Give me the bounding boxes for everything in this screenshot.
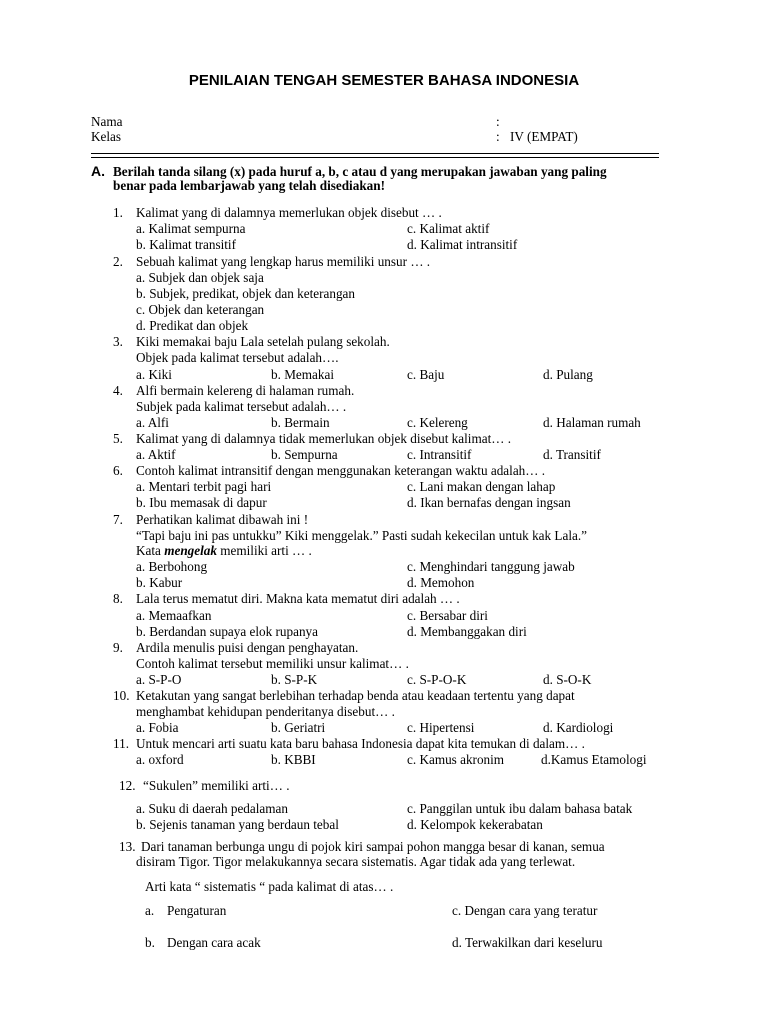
question-text: Lala terus mematut diri. Makna kata mematut diri adalah … . <box>136 591 460 606</box>
kelas-colon: : <box>496 129 500 144</box>
kelas-label: Kelas <box>91 129 122 144</box>
question-text: Ketakutan yang sangat berlebihan terhadap benda atau keadaan tertentu yang dapat <box>136 688 575 703</box>
option-d: d. Transitif <box>543 447 601 462</box>
question-quote: “Tapi baju ini pas untukku” Kiki menggelak.” Pasti sudah kekecilan untuk kak Lala.” <box>136 528 587 543</box>
option-a: a. S-P-O <box>136 672 182 687</box>
question-number: 11. <box>113 736 129 751</box>
option-c: c. Intransitif <box>407 447 472 462</box>
option-b: b. Sempurna <box>271 447 338 462</box>
question-text-line-2: Contoh kalimat tersebut memiliki unsur kalimat… . <box>136 656 409 671</box>
option-b: b. Kalimat transitif <box>136 237 236 252</box>
option-a: a. Memaafkan <box>136 608 212 623</box>
option-b: b. Bermain <box>271 415 330 430</box>
option-c: c. Bersabar diri <box>407 608 488 623</box>
header-divider-thick <box>91 153 659 154</box>
question-number: 5. <box>113 431 123 446</box>
option-b-letter: b. <box>145 935 155 950</box>
option-a: a. Alfi <box>136 415 169 430</box>
option-d: d.Kamus Etamologi <box>541 752 647 767</box>
question-text-prefix: Kata <box>136 543 165 558</box>
option-b: Dengan cara acak <box>167 935 261 950</box>
question-text: Kiki memakai baju Lala setelah pulang sekolah. <box>136 334 390 349</box>
option-b: b. Subjek, predikat, objek dan keterangan <box>136 286 355 301</box>
question-text-line-2: Subjek pada kalimat tersebut adalah… . <box>136 399 347 414</box>
option-d: d. Kalimat intransitif <box>407 237 518 252</box>
nama-colon: : <box>496 114 500 129</box>
option-c: c. Menghindari tanggung jawab <box>407 559 575 574</box>
option-b: b. KBBI <box>271 752 316 767</box>
highlighted-word: mengelak <box>164 543 217 558</box>
question-text-line-2: Objek pada kalimat tersebut adalah…. <box>136 350 339 365</box>
option-d: d. Terwakilkan dari keseluru <box>452 935 603 950</box>
question-text-suffix: memiliki arti … . <box>216 543 312 558</box>
option-c: c. Baju <box>407 367 445 382</box>
nama-label: Nama <box>91 114 123 129</box>
option-d: d. Kelompok kekerabatan <box>407 817 543 832</box>
page-title: PENILAIAN TENGAH SEMESTER BAHASA INDONESIA <box>188 72 580 89</box>
option-a: Pengaturan <box>167 903 227 918</box>
question-number: 10. <box>113 688 130 703</box>
option-a: a. Kalimat sempurna <box>136 221 246 236</box>
option-b: b. Ibu memasak di dapur <box>136 495 267 510</box>
question-text: Untuk mencari arti suatu kata baru bahasa Indonesia dapat kita temukan di dalam… . <box>136 736 585 751</box>
question-text: Perhatikan kalimat dibawah ini ! <box>136 512 309 527</box>
option-a: a. Fobia <box>136 720 179 735</box>
section-instruction-line-2: benar pada lembarjawab yang telah disediakan! <box>113 178 385 193</box>
question-text: Sebuah kalimat yang lengkap harus memiliki unsur … . <box>136 254 431 269</box>
option-c: c. S-P-O-K <box>407 672 467 687</box>
question-text-line-3 <box>136 543 312 559</box>
header-divider-thin <box>91 157 659 158</box>
option-a: a. Aktif <box>136 447 176 462</box>
option-d: d. Halaman rumah <box>543 415 641 430</box>
question-text: Alfi bermain kelereng di halaman rumah. <box>136 383 355 398</box>
option-a: a. Subjek dan objek saja <box>136 270 264 285</box>
question-number: 13. <box>119 839 136 854</box>
option-a: a. Suku di daerah pedalaman <box>136 801 288 816</box>
option-c: c. Lani makan dengan lahap <box>407 479 556 494</box>
question-text-line-2: menghambat kehidupan penderitanya disebut… . <box>136 704 395 719</box>
question-number: 9. <box>113 640 123 655</box>
question-number: 8. <box>113 591 123 606</box>
option-d: d. Membanggakan diri <box>407 624 527 639</box>
question-number: 6. <box>113 463 123 478</box>
option-d: d. S-O-K <box>543 672 592 687</box>
question-number: 1. <box>113 205 123 220</box>
option-a-letter: a. <box>145 903 155 918</box>
option-a: a. Mentari terbit pagi hari <box>136 479 272 494</box>
option-c: c. Panggilan untuk ibu dalam bahasa batak <box>407 801 633 816</box>
question-number: 3. <box>113 334 123 349</box>
option-a: a. Kiki <box>136 367 172 382</box>
section-instruction-line-1: Berilah tanda silang (x) pada huruf a, b, c atau d yang merupakan jawaban yang paling <box>113 164 607 179</box>
question-text: “Sukulen” memiliki arti… . <box>143 778 290 793</box>
question-text: Kalimat yang di dalamnya tidak memerlukan objek disebut kalimat… . <box>136 431 512 446</box>
option-d: d. Kardiologi <box>543 720 614 735</box>
kelas-value: IV (EMPAT) <box>510 129 578 144</box>
option-c: c. Dengan cara yang teratur <box>452 903 598 918</box>
question-text: Ardila menulis puisi dengan penghayatan. <box>136 640 359 655</box>
option-c: c. Kelereng <box>407 415 468 430</box>
question-text: Kalimat yang di dalamnya memerlukan objek disebut … . <box>136 205 442 220</box>
option-a: a. oxford <box>136 752 184 767</box>
option-b: b. S-P-K <box>271 672 318 687</box>
option-c: c. Kamus akronim <box>407 752 505 767</box>
option-b: b. Berdandan supaya elok rupanya <box>136 624 318 639</box>
question-text: Dari tanaman berbunga ungu di pojok kiri sampai pohon mangga besar di kanan, semua <box>141 839 605 854</box>
section-letter: A. <box>91 163 105 179</box>
option-b: b. Kabur <box>136 575 183 590</box>
option-b: b. Memakai <box>271 367 334 382</box>
question-text-line-3: Arti kata “ sistematis “ pada kalimat di atas… . <box>145 879 394 894</box>
question-number: 4. <box>113 383 123 398</box>
option-a: a. Berbohong <box>136 559 208 574</box>
option-d: d. Ikan bernafas dengan ingsan <box>407 495 571 510</box>
option-d: d. Memohon <box>407 575 475 590</box>
option-b: b. Geriatri <box>271 720 326 735</box>
option-c: c. Kalimat aktif <box>407 221 490 236</box>
option-c: c. Objek dan keterangan <box>136 302 265 317</box>
question-text: Contoh kalimat intransitif dengan menggunakan keterangan waktu adalah… . <box>136 463 546 478</box>
option-c: c. Hipertensi <box>407 720 475 735</box>
question-number: 12. <box>119 778 136 793</box>
question-text-line-2: disiram Tigor. Tigor melakukannya secara sistematis. Agar tidak ada yang terlewat. <box>136 854 576 869</box>
option-d: d. Predikat dan objek <box>136 318 249 333</box>
question-number: 2. <box>113 254 123 269</box>
option-d: d. Pulang <box>543 367 593 382</box>
question-number: 7. <box>113 512 123 527</box>
option-b: b. Sejenis tanaman yang berdaun tebal <box>136 817 339 832</box>
